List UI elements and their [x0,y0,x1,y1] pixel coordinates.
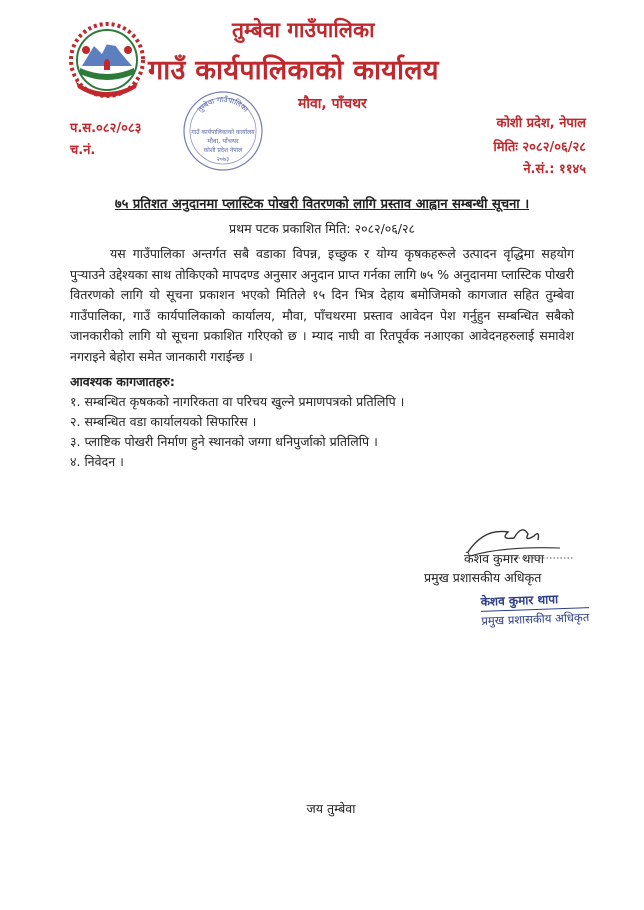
signatory-name: केशव कुमार थापा [464,551,544,566]
notice-title-text: ७५ प्रतिशत अनुदानमा प्लास्टिक पोखरी वितरणको लागि प्रस्ताव आह्वान सम्बन्धी सूचना । [114,197,530,212]
notice-body: यस गाउँपालिका अन्तर्गत सबै वडाका विपन्न, इच्छुक र योग्य कृषकहरूले उत्पादन वृद्धिमा सहयोग पुऱ्याउने उद्देश्यका साथ तोकिएको मापदण्ड अनुसार अनुदान प्राप्त गर्नका लागि ७५ % अनुदानमा प्लास्टिक पोखरी वितरणको लागि यो सूचना प्रकाशन भएको मितिले १५ दिन भित्र देहाय बमोजिमको कागजात सहित तुम्बेवा गाउँपालिका, गाउँ कार्यपालिकाको कार्यालय, मौवा, पाँचथरमा प्रस्ताव आवेदन पेश गर्नुहुन सम्बन्धित सबैको जानकारीको लागि यो सूचना प्रकाशित गरिएको छ । म्याद नाघी वा रितपूर्वक नआएका आवेदनहरुलाई समावेश नगराइने बेहोरा समेत जानकारी गराईन्छ । [70,246,574,364]
government-emblem-icon [64,20,150,98]
office-seal-icon [180,88,266,174]
office-title: गाउँ कार्यपालिकाको कार्यालय [148,55,439,86]
signatory-stamp [480,590,589,630]
stamp-title: प्रमुख प्रशासकीय अधिकृत [481,607,590,630]
province-label: कोशी प्रदेश, नेपाल [496,116,586,131]
document-item: ४. निवेदन । [70,454,124,469]
office-name: तुम्बेवा गाउँपालिका [232,18,375,42]
seal-line-1: गाउँ कार्यपालिकाको कार्यालय [191,129,255,136]
seal-ring-text: तुम्बेवा गाउँपालिका [195,94,251,114]
published-date: प्रथम पटक प्रकाशित मिति: २०८२/०६/२८ [229,221,415,236]
signatory-title: प्रमुख प्रशासकीय अधिकृत [424,570,542,585]
reference-number: प.स.०८२/०८३ [70,121,142,136]
seal-line-3: कोशी प्रदेश नेपाल [203,147,243,154]
document-item: १. सम्बन्धित कृषकको नागरिकता वा परिचय खुल्ने प्रमाणपत्रको प्रतिलिपि । [70,394,405,409]
notice-title [0,194,644,212]
seal-line-2: मौवा, पाँचथर [207,137,239,145]
nepal-sambat-number: ने.सं.: ११४५ [523,162,586,177]
office-address: मौवा, पाँचथर [298,96,367,112]
stamp-name: केशव कुमार थापा [480,592,559,609]
dispatch-number: च.नं. [70,143,96,158]
document-item: २. सम्बन्धित वडा कार्यालयको सिफारिस । [70,414,257,429]
document-item: ३. प्लाष्टिक पोखरी निर्माण हुने स्थानको जग्गा धनिपुर्जाको प्रतिलिपि । [70,434,378,449]
closing-salutation: जय तुम्बेवा [306,801,356,816]
letter-date: मितिः २०८२/०६/२८ [493,140,586,155]
seal-line-4: २०७३ [216,156,230,163]
documents-heading: आवश्यक कागजातहरु: [70,374,175,389]
